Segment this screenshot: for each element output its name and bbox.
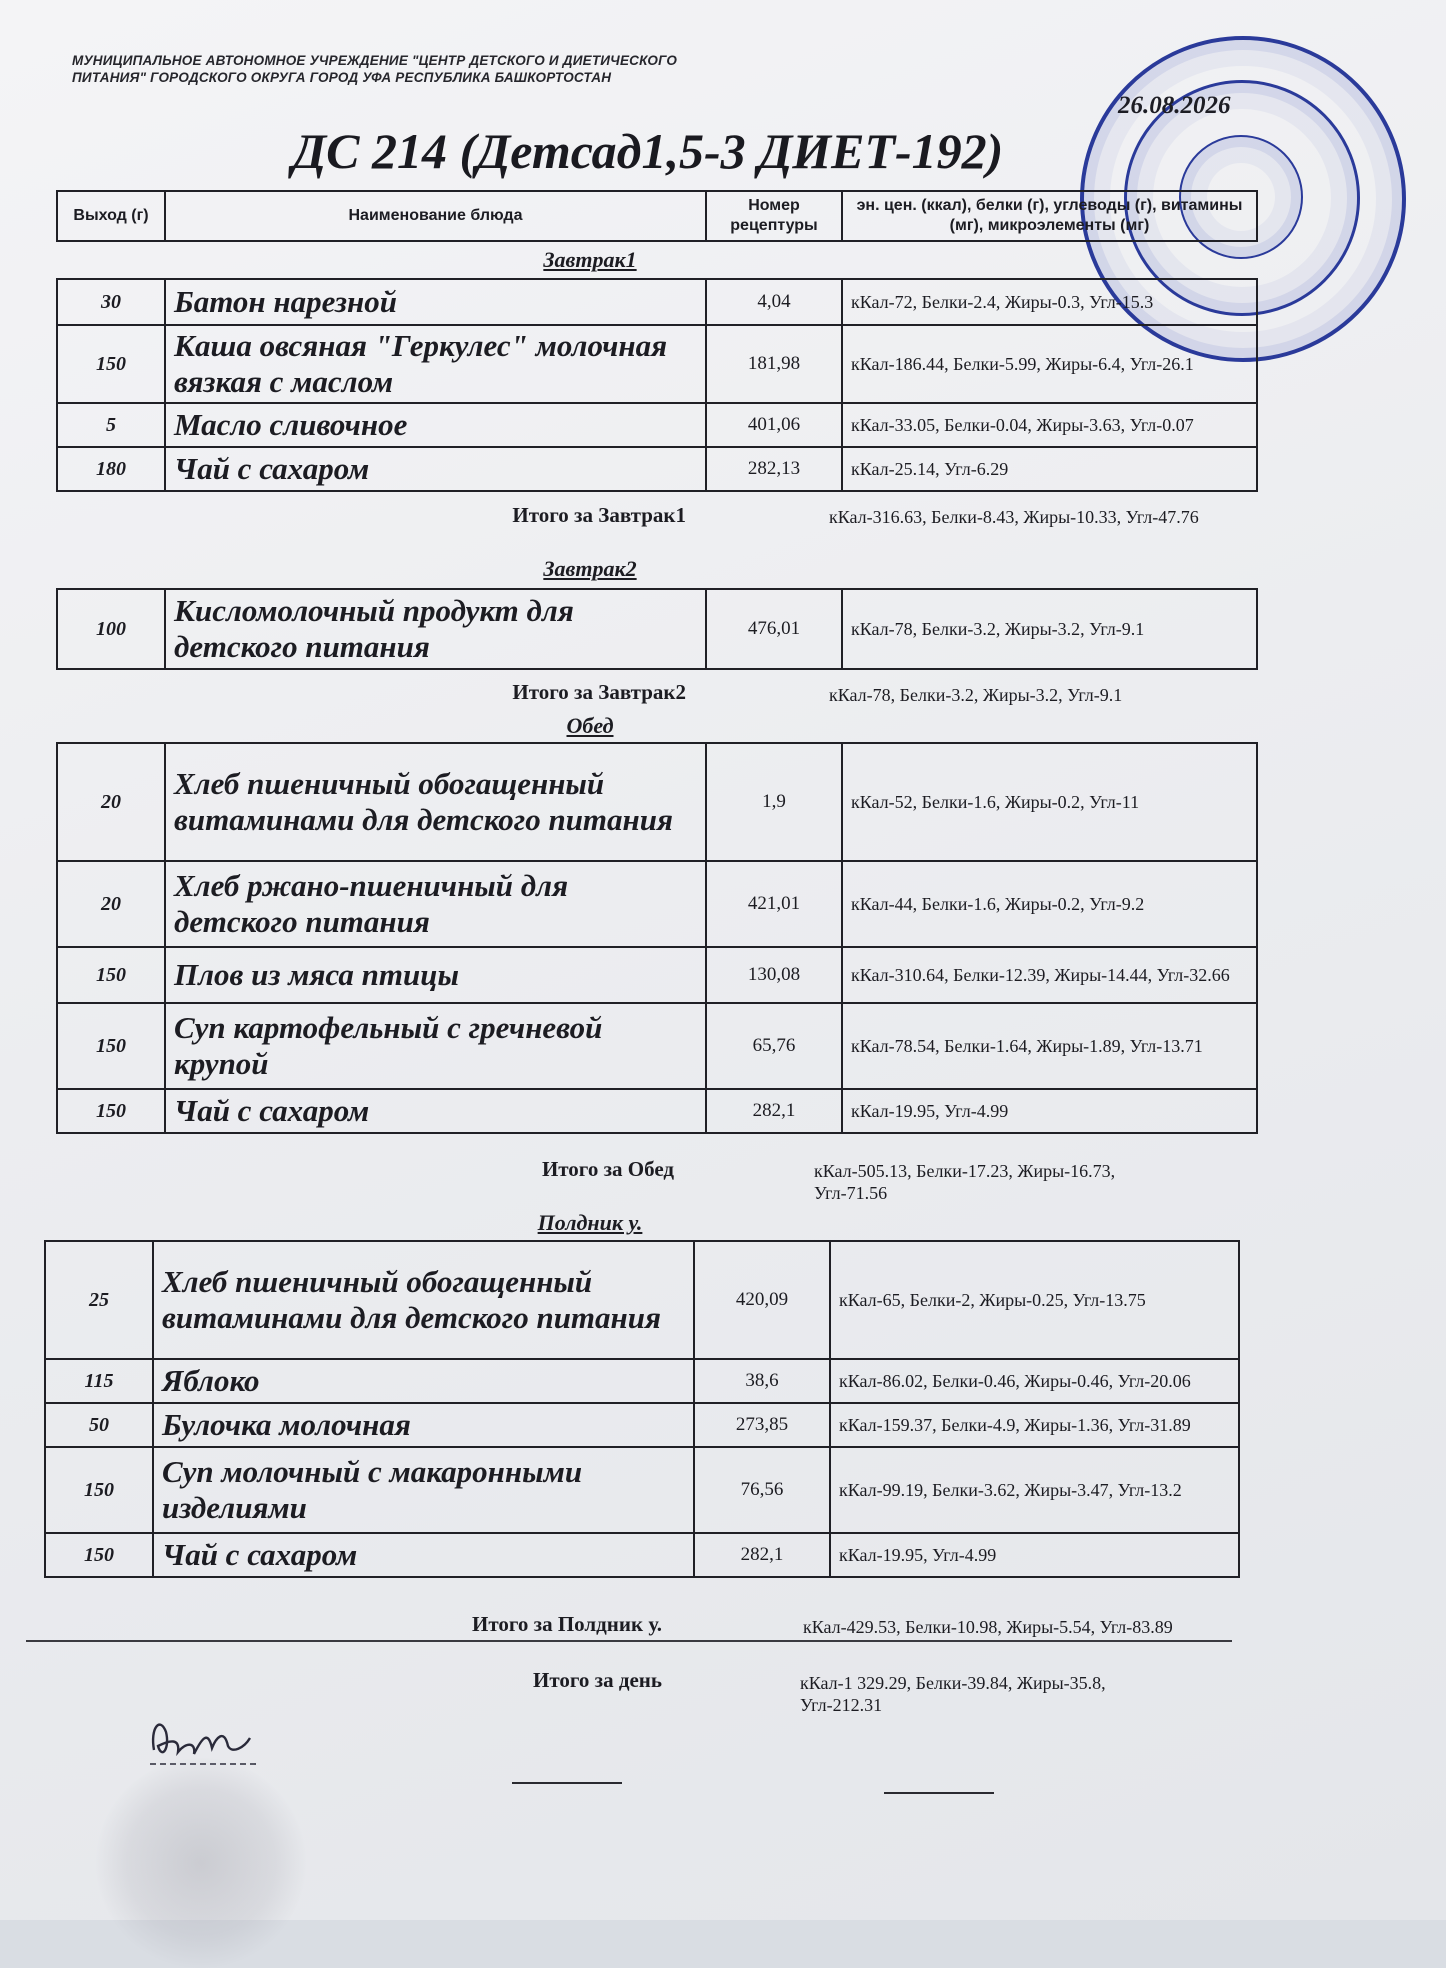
- dish-cell: Булочка молочная: [153, 1403, 694, 1447]
- organization-name: МУНИЦИПАЛЬНОЕ АВТОНОМНОЕ УЧРЕЖДЕНИЕ "ЦЕНТР ДЕТСКОГО И ДИЕТИЧЕСКОГО ПИТАНИЯ" ГОРОДСКОГО ОКРУГА ГОРОД УФА РЕСПУБЛИКА БАШКОРТОСТАН: [72, 53, 678, 85]
- table-row: [45, 1447, 1239, 1533]
- yield-cell: 100: [57, 589, 165, 669]
- recipe-cell: 282,13: [706, 447, 842, 491]
- recipe-cell: 476,01: [706, 589, 842, 669]
- table-row: [45, 1241, 1239, 1359]
- section-table: [56, 278, 1258, 492]
- signature-line: [512, 1782, 622, 1784]
- table-row: [57, 1089, 1257, 1133]
- table-row: [45, 1533, 1239, 1577]
- day-total-label-text: Итого за день: [533, 1668, 662, 1692]
- dish-cell: Чай с сахаром: [165, 1089, 706, 1133]
- yield-cell: 30: [57, 279, 165, 325]
- section-total-value: кКал-505.13, Белки-17.23, Жиры-16.73, Угл-71.56: [814, 1161, 1116, 1203]
- yield-cell: 150: [45, 1533, 153, 1577]
- table-row: [57, 325, 1257, 403]
- nutrition-cell: кКал-25.14, Угл-6.29: [842, 447, 1257, 491]
- nutrition-cell: кКал-78.54, Белки-1.64, Жиры-1.89, Угл-13.71: [842, 1003, 1257, 1089]
- yield-cell: 150: [57, 947, 165, 1003]
- dish-cell: Суп картофельный с гречневой крупой: [165, 1003, 706, 1089]
- section-total-value: кКал-78, Белки-3.2, Жиры-3.2, Угл-9.1: [829, 685, 1123, 705]
- yield-cell: 150: [45, 1447, 153, 1533]
- recipe-cell: 421,01: [706, 861, 842, 947]
- yield-cell: 180: [57, 447, 165, 491]
- dish-cell: Хлеб ржано-пшеничный для детского питания: [165, 861, 706, 947]
- section-total-value: кКал-429.53, Белки-10.98, Жиры-5.54, Угл-83.89: [803, 1617, 1173, 1637]
- yield-cell: 115: [45, 1359, 153, 1403]
- recipe-cell: 1,9: [706, 743, 842, 861]
- recipe-cell: 401,06: [706, 403, 842, 447]
- nutrition-cell: кКал-159.37, Белки-4.9, Жиры-1.36, Угл-31.89: [830, 1403, 1239, 1447]
- recipe-cell: 420,09: [694, 1241, 830, 1359]
- divider: [26, 1640, 1232, 1642]
- recipe-cell: 181,98: [706, 325, 842, 403]
- recipe-cell: 282,1: [706, 1089, 842, 1133]
- col-recipe-header: Номер рецептуры: [706, 191, 842, 241]
- dish-cell: Чай с сахаром: [153, 1533, 694, 1577]
- col-name-header: Наименование блюда: [165, 191, 706, 241]
- dish-cell: Плов из мяса птицы: [165, 947, 706, 1003]
- recipe-cell: 282,1: [694, 1533, 830, 1577]
- page-title: ДС 214 (Детсад1,5-3 ДИЕТ-192): [292, 123, 1004, 179]
- yield-cell: 150: [57, 1003, 165, 1089]
- recipe-cell: 38,6: [694, 1359, 830, 1403]
- nutrition-cell: кКал-78, Белки-3.2, Жиры-3.2, Угл-9.1: [842, 589, 1257, 669]
- recipe-cell: 65,76: [706, 1003, 842, 1089]
- dish-cell: Чай с сахаром: [165, 447, 706, 491]
- section-title: Полдник у.: [537, 1210, 643, 1235]
- nutrition-cell: кКал-33.05, Белки-0.04, Жиры-3.63, Угл-0.07: [842, 403, 1257, 447]
- nutrition-cell: кКал-186.44, Белки-5.99, Жиры-6.4, Угл-26.1: [842, 325, 1257, 403]
- yield-cell: 20: [57, 743, 165, 861]
- recipe-cell: 130,08: [706, 947, 842, 1003]
- col-nutrition-header: эн. цен. (ккал), белки (г), углеводы (г), витамины (мг), микроэлементы (мг): [842, 191, 1257, 241]
- yield-cell: 5: [57, 403, 165, 447]
- section-total-label-text: Итого за Завтрак2: [512, 680, 686, 704]
- dish-cell: Батон нарезной: [165, 279, 706, 325]
- dish-cell: Масло сливочное: [165, 403, 706, 447]
- nutrition-cell: кКал-86.02, Белки-0.46, Жиры-0.46, Угл-20.06: [830, 1359, 1239, 1403]
- menu-table-header: [56, 190, 1258, 242]
- faded-stamp: [96, 1758, 306, 1968]
- table-row: [57, 861, 1257, 947]
- dish-cell: Суп молочный с макаронными изделиями: [153, 1447, 694, 1533]
- table-row: [57, 1003, 1257, 1089]
- nutrition-cell: кКал-19.95, Угл-4.99: [830, 1533, 1239, 1577]
- section-title: Обед: [566, 713, 614, 738]
- yield-cell: 50: [45, 1403, 153, 1447]
- dish-cell: Яблоко: [153, 1359, 694, 1403]
- nutrition-cell: кКал-44, Белки-1.6, Жиры-0.2, Угл-9.2: [842, 861, 1257, 947]
- section-total-label-text: Итого за Обед: [541, 1157, 674, 1181]
- table-row: [57, 589, 1257, 669]
- day-total-value: кКал-1 329.29, Белки-39.84, Жиры-35.8, Угл-212.31: [800, 1673, 1106, 1715]
- table-row: [57, 447, 1257, 491]
- nutrition-cell: кКал-310.64, Белки-12.39, Жиры-14.44, Угл-32.66: [842, 947, 1257, 1003]
- table-row: [45, 1403, 1239, 1447]
- yield-cell: 25: [45, 1241, 153, 1359]
- table-row: [57, 279, 1257, 325]
- yield-cell: 20: [57, 861, 165, 947]
- yield-cell: 150: [57, 1089, 165, 1133]
- section-title: Завтрак1: [543, 247, 637, 272]
- nutrition-cell: кКал-19.95, Угл-4.99: [842, 1089, 1257, 1133]
- section-title: Завтрак2: [543, 556, 637, 581]
- dish-cell: Хлеб пшеничный обогащенный витаминами для детского питания: [165, 743, 706, 861]
- section-total-value: кКал-316.63, Белки-8.43, Жиры-10.33, Угл-47.76: [829, 507, 1199, 527]
- menu-date: 26.08.2026: [1118, 92, 1231, 119]
- recipe-cell: 76,56: [694, 1447, 830, 1533]
- table-row: [57, 403, 1257, 447]
- nutrition-cell: кКал-52, Белки-1.6, Жиры-0.2, Угл-11: [842, 743, 1257, 861]
- signature-line: [884, 1792, 994, 1794]
- table-row: [57, 947, 1257, 1003]
- section-table: [56, 742, 1258, 1134]
- dish-cell: Хлеб пшеничный обогащенный витаминами для детского питания: [153, 1241, 694, 1359]
- table-row: [57, 743, 1257, 861]
- yield-cell: 150: [57, 325, 165, 403]
- section-total-label-text: Итого за Завтрак1: [512, 503, 686, 527]
- recipe-cell: 273,85: [694, 1403, 830, 1447]
- nutrition-cell: кКал-99.19, Белки-3.62, Жиры-3.47, Угл-13.2: [830, 1447, 1239, 1533]
- section-table: [56, 588, 1258, 670]
- section-table: [44, 1240, 1240, 1578]
- nutrition-cell: кКал-65, Белки-2, Жиры-0.25, Угл-13.75: [830, 1241, 1239, 1359]
- section-total-label-text: Итого за Полдник у.: [472, 1612, 662, 1636]
- table-row: [45, 1359, 1239, 1403]
- col-yield-header: Выход (г): [57, 191, 165, 241]
- dish-cell: Кисломолочный продукт для детского питания: [165, 589, 706, 669]
- nutrition-cell: кКал-72, Белки-2.4, Жиры-0.3, Угл-15.3: [842, 279, 1257, 325]
- dish-cell: Каша овсяная "Геркулес" молочная вязкая с маслом: [165, 325, 706, 403]
- recipe-cell: 4,04: [706, 279, 842, 325]
